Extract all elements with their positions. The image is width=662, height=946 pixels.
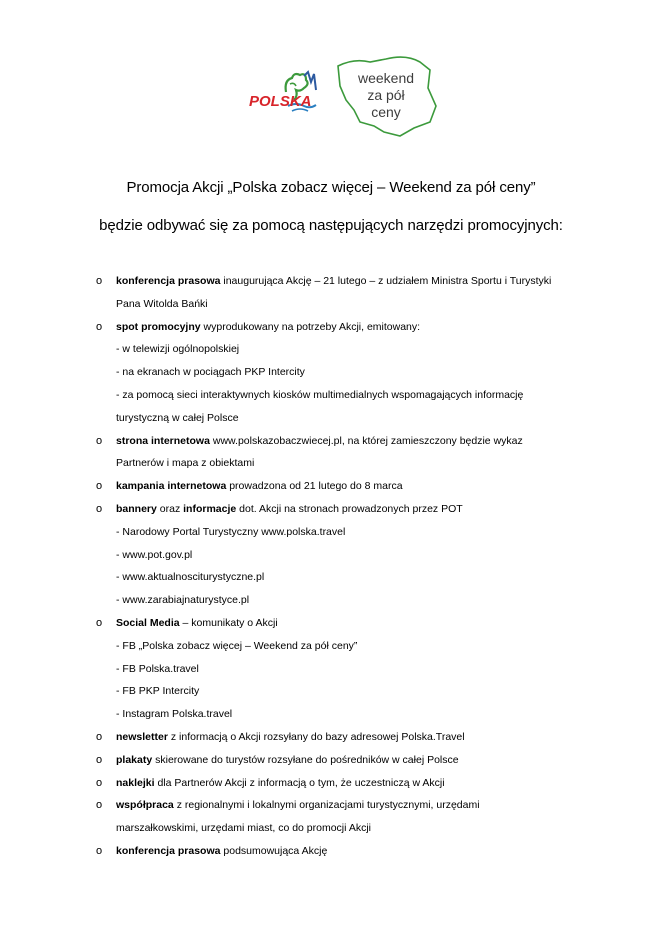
list-item — [0, 680, 662, 703]
weekend-logo — [334, 56, 440, 138]
heading-line-2: będzie odbywać się za pomocą następujących narzędzi promocyjnych: — [99, 217, 563, 234]
list-item-text — [116, 384, 523, 407]
list-item-keyword: bannery — [116, 502, 157, 515]
bullet-marker: o — [96, 480, 103, 493]
heading-line-1: Promocja Akcji „Polska zobacz więcej – Weekend za pół ceny” — [126, 179, 536, 196]
list-item — [0, 544, 662, 567]
list-item-text — [116, 680, 199, 703]
list-item-description: skierowane do turystów rozsyłane do pośredników w całej Polsce — [152, 753, 459, 766]
list-item-text — [116, 475, 403, 498]
list-item — [0, 361, 662, 384]
list-item-description: dla Partnerów Akcji z informacją o tym, że uczestniczą w Akcji — [154, 776, 445, 789]
list-item-text — [116, 498, 463, 521]
list-item — [0, 840, 662, 863]
list-item — [0, 430, 662, 453]
list-item-description: z informacją o Akcji rozsyłany do bazy adresowej Polska.Travel — [167, 730, 465, 743]
list-item-keyword: spot promocyjny — [116, 320, 201, 333]
list-item-keyword: strona internetowa — [116, 434, 210, 447]
list-item-description: oraz — [156, 502, 184, 515]
list-item-description: www.polskazobaczwiecej.pl, na której zamieszczony będzie wykaz — [209, 434, 523, 447]
weekend-logo-line1: weekend — [357, 70, 415, 86]
list-item-text — [116, 612, 278, 635]
list-item-description: dot. Akcji na stronach prowadzonych przez POT — [236, 502, 463, 515]
list-item — [0, 612, 662, 635]
list-item-description: - www.aktualnosciturystyczne.pl — [116, 571, 265, 584]
bullet-marker: o — [96, 320, 103, 333]
list-item-keyword: kampania internetowa — [116, 480, 227, 493]
list-item-description: - FB PKP Intercity — [116, 685, 200, 698]
list-item-text — [116, 794, 480, 817]
list-item — [0, 338, 662, 361]
list-item — [0, 635, 662, 658]
list-item — [0, 316, 662, 339]
list-item-text — [116, 452, 254, 475]
list-item-description: - Narodowy Portal Turystyczny www.polska.travel — [116, 525, 346, 538]
list-item — [0, 772, 662, 795]
bullet-marker: o — [96, 502, 103, 515]
list-item-text — [116, 817, 371, 840]
list-item-text — [116, 521, 345, 544]
list-item-keyword: konferencja prasowa — [116, 844, 221, 857]
list-item-text — [116, 840, 327, 863]
list-item — [0, 726, 662, 749]
list-item-description: - www.zarabiajnaturystyce.pl — [116, 594, 250, 607]
list-item-description: - za pomocą sieci interaktywnych kiosków multimedialnych wspomagających informację — [116, 388, 524, 401]
list-item-text — [116, 361, 305, 384]
list-item-text — [116, 338, 239, 361]
bullet-marker: o — [96, 434, 103, 447]
list-item — [0, 566, 662, 589]
list-item-text — [116, 658, 199, 681]
list-item-keyword: współpraca — [116, 799, 174, 812]
list-item-description: turystyczną w całej Polsce — [116, 411, 239, 424]
list-item-text — [116, 316, 420, 339]
list-item-text — [116, 703, 232, 726]
list-item-keyword: Social Media — [116, 616, 180, 629]
weekend-logo-line2: za pół — [367, 87, 405, 103]
list-item-description: - FB Polska.travel — [116, 662, 199, 675]
list-item — [0, 407, 662, 430]
list-item-text — [116, 270, 551, 293]
bullet-marker: o — [96, 799, 103, 812]
list-item — [0, 384, 662, 407]
list-item — [0, 749, 662, 772]
list-item — [0, 817, 662, 840]
list-item-text — [116, 293, 208, 316]
list-item-description: - FB „Polska zobacz więcej – Weekend za pół ceny” — [116, 639, 358, 652]
list-item-description: podsumowująca Akcję — [220, 844, 328, 857]
list-item-text — [116, 772, 445, 795]
list-item-text — [116, 544, 192, 567]
promotion-tools-list — [0, 270, 662, 863]
list-item-text — [116, 589, 249, 612]
list-item-description: Pana Witolda Bańki — [116, 297, 208, 310]
list-item-description: marszałkowskimi, urzędami miast, co do promocji Akcji — [116, 822, 371, 835]
list-item-description: - w telewizji ogólnopolskiej — [116, 343, 240, 356]
list-item-keyword: naklejki — [116, 776, 155, 789]
list-item-keyword: plakaty — [116, 753, 153, 766]
bullet-marker: o — [96, 753, 103, 766]
list-item-text — [116, 407, 239, 430]
list-item-description: – komunikaty o Akcji — [179, 616, 278, 629]
bullet-marker: o — [96, 275, 103, 287]
list-item — [0, 658, 662, 681]
list-item-description: wyprodukowany na potrzeby Akcji, emitowany: — [200, 320, 421, 333]
polska-logo-text: POLSKA — [249, 93, 312, 110]
list-item-description: z regionalnymi i lokalnymi organizacjami turystycznymi, urzędami — [173, 799, 480, 812]
list-item-keyword: newsletter — [116, 730, 168, 743]
bullet-marker: o — [96, 730, 103, 743]
list-item-text — [116, 635, 357, 658]
logo-area — [0, 0, 662, 150]
list-item-description: - na ekranach w pociągach PKP Intercity — [116, 366, 305, 379]
weekend-logo-line3: ceny — [371, 104, 401, 120]
list-item — [0, 703, 662, 726]
list-item — [0, 498, 662, 521]
list-item-description: Partnerów i mapa z obiektami — [116, 457, 255, 470]
list-item-description: inaugurująca Akcję – 21 lutego – z udziałem Ministra Sportu i Turystyki — [220, 275, 552, 287]
list-item-text — [116, 749, 459, 772]
list-item — [0, 452, 662, 475]
list-item-keyword: konferencja prasowa — [116, 275, 221, 287]
bullet-marker: o — [96, 776, 103, 789]
list-item — [0, 589, 662, 612]
list-item-text — [116, 566, 264, 589]
polska-logo — [248, 70, 318, 115]
list-item-keyword: informacje — [183, 502, 237, 515]
list-item-description: - Instagram Polska.travel — [116, 708, 233, 721]
list-item — [0, 270, 662, 293]
list-item-text — [116, 726, 465, 749]
list-item-text — [116, 430, 523, 453]
list-item — [0, 293, 662, 316]
list-item — [0, 794, 662, 817]
bullet-marker: o — [96, 844, 103, 857]
bullet-marker: o — [96, 616, 103, 629]
list-item — [0, 521, 662, 544]
list-item — [0, 475, 662, 498]
list-item-description: - www.pot.gov.pl — [116, 548, 193, 561]
list-item-description: prowadzona od 21 lutego do 8 marca — [226, 480, 403, 493]
